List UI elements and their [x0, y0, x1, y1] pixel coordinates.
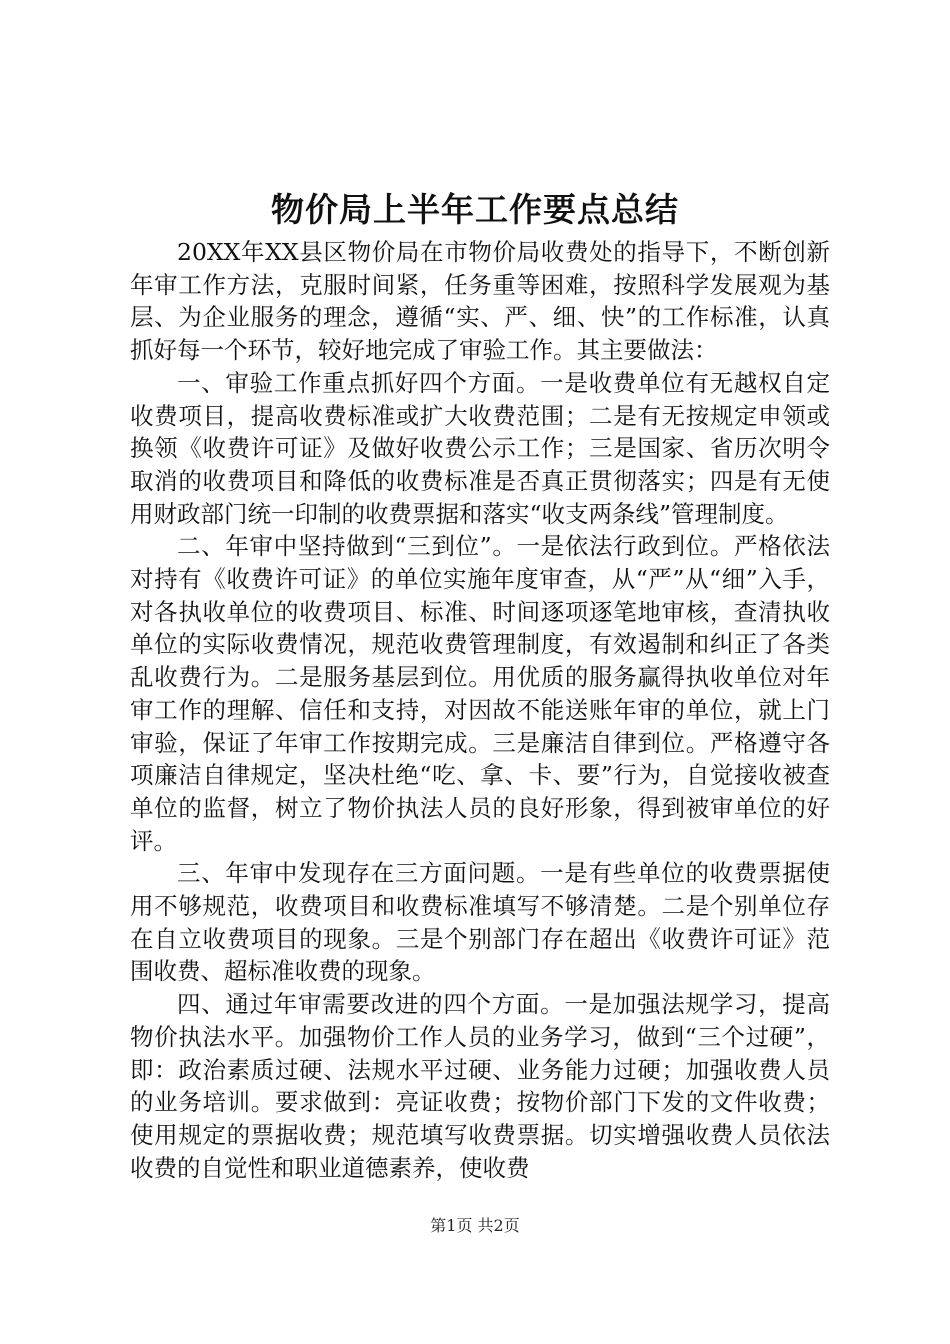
page-footer: 第1页 共2页 [430, 1216, 520, 1235]
paragraph-section-3: 三、年审中发现存在三方面问题。一是有些单位的收费票据使用不够规范，收费项目和收费标准填写不够清楚。二是个别单位存在自立收费项目的现象。三是个别部门存在超出《收费许可证》范围收费、超标准收费的现象。 [130, 859, 830, 986]
paragraph-section-4: 四、通过年审需要改进的四个方面。一是加强法规学习，提高物价执法水平。加强物价工作人员的业务学习，做到“三个过硬”，即：政治素质过硬、法规水平过硬、业务能力过硬；加强收费人员的业务培训。要求做到：亮证收费；按物价部门下发的文件收费；使用规定的票据收费；规范填写收费票据。切实增强收费人员依法收费的自觉性和职业道德素养，使收费 [130, 990, 830, 1182]
paragraph-section-1: 一、审验工作重点抓好四个方面。一是收费单位有无越权自定收费项目，提高收费标准或扩大收费范围；二是有无按规定申领或换领《收费许可证》及做好收费公示工作；三是国家、省历次明令取消的收费项目和降低的收费标准是否真正贯彻落实；四是有无使用财政部门统一印制的收费票据和落实“收支两条线”管理制度。 [130, 368, 830, 528]
paragraph-intro: 20XX年XX县区物价局在市物价局收费处的指导下，不断创新年审工作方法，克服时间紧，任务重等困难，按照科学发展观为基层、为企业服务的理念，遵循“实、严、细、快”的工作标准，认真抓好每一个环节，较好地完成了审验工作。其主要做法： [130, 238, 830, 365]
document-body [130, 236, 830, 1184]
document-title: 物价局上半年工作要点总结 [271, 190, 679, 229]
paragraph-section-2: 二、年审中坚持做到“三到位”。一是依法行政到位。严格依法对持有《收费许可证》的单位实施年度审查，从“严”从“细”入手，对各执收单位的收费项目、标准、时间逐项逐笔地审核，查清执收单位的实际收费情况，规范收费管理制度，有效遏制和纠正了各类乱收费行为。二是服务基层到位。用优质的服务赢得执收单位对年审工作的理解、信任和支持，对因故不能送账年审的单位，就上门审验，保证了年审工作按期完成。三是廉洁自律到位。严格遵守各项廉洁自律规定，坚决杜绝“吃、拿、卡、要”行为，自觉接收被查单位的监督，树立了物价执法人员的良好形象，得到被审单位的好评。 [130, 532, 830, 855]
